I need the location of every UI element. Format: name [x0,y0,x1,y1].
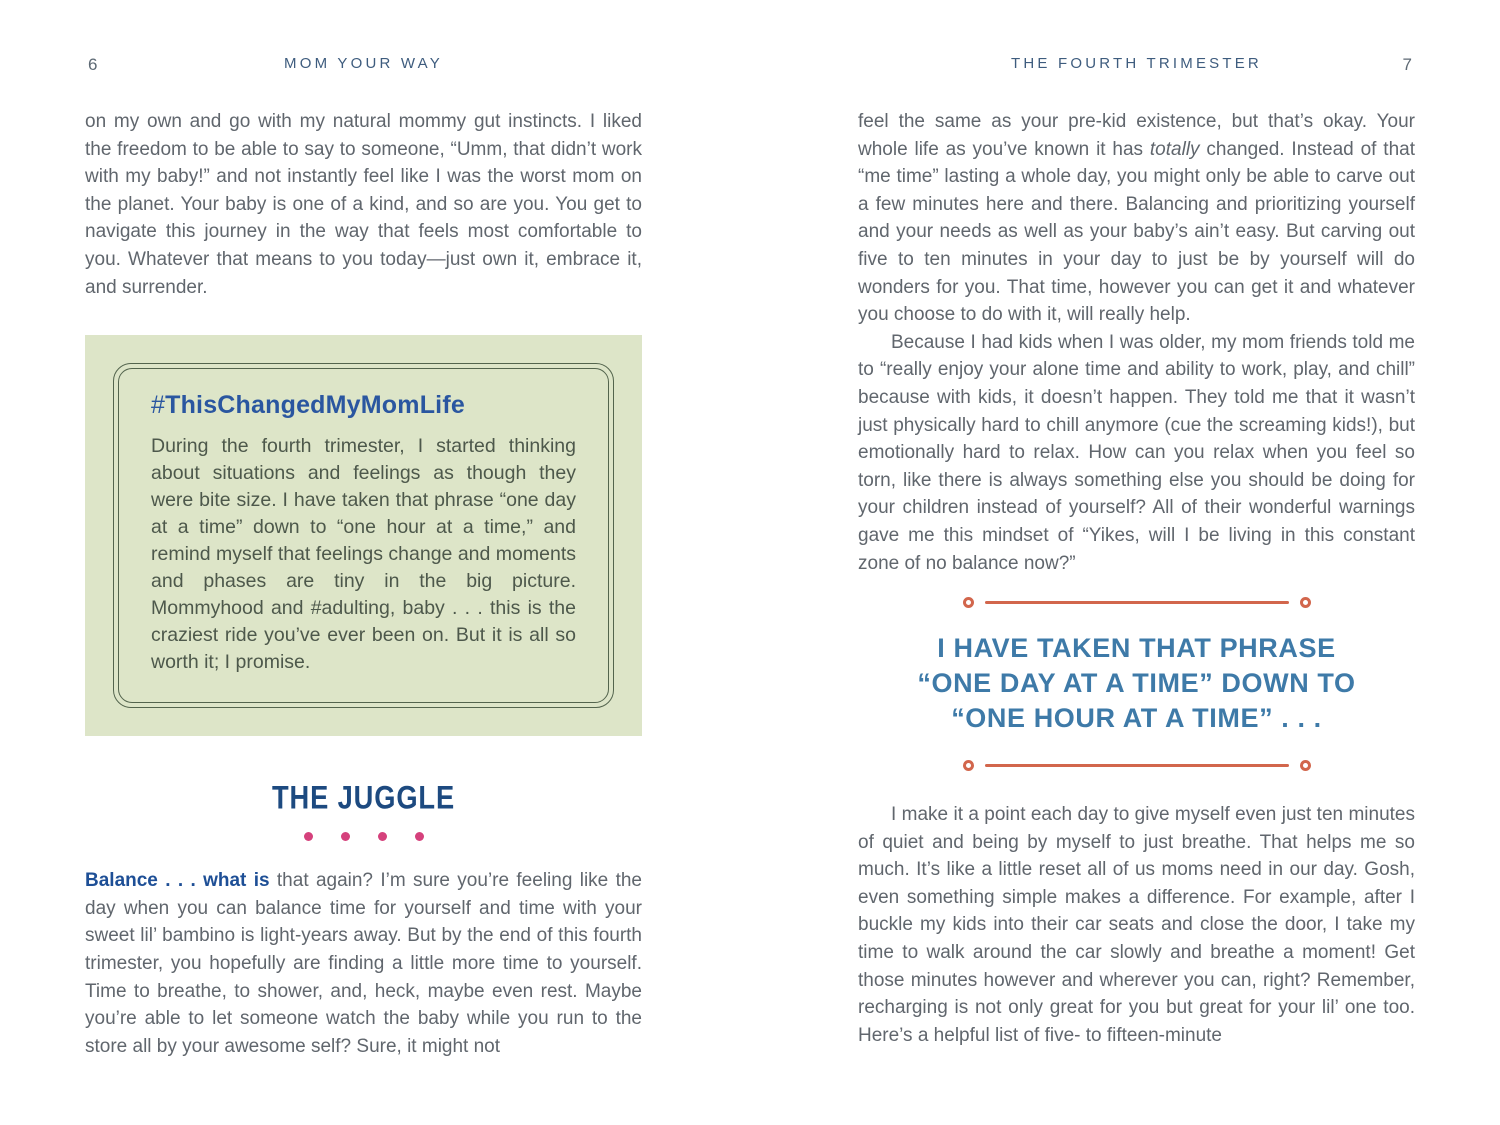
body-paragraph [858,108,1415,329]
pull-quote-line: “ONE DAY AT A TIME” DOWN TO [917,668,1356,699]
callout-inner-frame [118,368,609,703]
divider-ring-icon [1300,760,1311,771]
italic-word: totally [1149,138,1200,160]
page-header-left [85,55,642,75]
paragraph-text: that again? I’m sure you’re feeling like the day when you can balance time for yourself and time with your sweet lil’ bambino is light-years away. But by the end of this fourth trimester, you hopefully are finding a little more time to yourself. Time to breathe, to shower, and, heck, maybe even rest. Maybe you’re able to let someone watch the baby while you run to the store all by your awesome self? Sure, it might not [85,870,642,1057]
body-paragraph [85,867,642,1060]
pullquote-divider-bottom [963,760,1311,771]
section-divider-dots [85,832,642,841]
section-heading: THE JUGGLE [271,779,456,816]
callout-box [85,335,642,736]
divider-line [985,764,1289,767]
pullquote-divider-top [963,597,1311,608]
body-paragraph: I make it a point each day to give myself even just ten minutes of quiet and being by myself to just breathe. That helps me so much. It’s like a little reset all of us moms need in our day. Gosh, even something simple makes a difference. For example, after I buckle my kids into their car seats and close the door, I take my time to walk around the car slowly and breathe a moment! Get those minutes however and wherever you can, right? Remember, recharging is not only great for you but great for your lil’ one too. Here’s a helpful list of five- to fifteen-minute [858,804,1415,1046]
page-right [858,55,1415,1049]
pull-quote [858,631,1415,736]
page-number-left: 6 [88,55,98,74]
divider-ring-icon [963,760,974,771]
pull-quote-line: “ONE HOUR AT A TIME” . . . [951,703,1322,734]
paragraph-lead-in: Balance . . . what is [85,870,270,892]
page-header-right [858,55,1415,75]
divider-dot-icon [378,832,387,841]
callout-outer-frame [113,363,614,708]
divider-dot-icon [415,832,424,841]
divider-dot-icon [341,832,350,841]
hashtag-symbol: # [151,391,166,420]
divider-ring-icon [963,597,974,608]
page-left [85,55,642,1060]
page-number-right: 7 [1402,55,1412,74]
running-head-right: THE FOURTH TRIMESTER [1011,55,1262,72]
body-paragraph: on my own and go with my natural mommy gut instincts. I liked the freedom to be able to say to someone, “Umm, that didn’t work with my baby!” and not instantly feel like I was the worst mom on the planet. Your baby is one of a kind, and so are you. You get to navigate this journey in the way that feels most comfortable to you. Whatever that means to you today—just own it, embrace it, and surrender. [85,111,642,298]
divider-dot-icon [304,832,313,841]
body-paragraph: Because I had kids when I was older, my mom friends told me to “really enjoy your alone time and ability to work, play, and chill” because with kids, it doesn’t happen. They told me that it wasn’t just physically hard to chill anymore (cue the screaming kids!), but emotionally hard to relax. How can you relax when you feel so torn, like there is always something else you should be doing for your children instead of yourself? All of their wonderful warnings gave me this mindset of “Yikes, will I be living in this constant zone of no balance now?” [858,331,1415,574]
divider-ring-icon [1300,597,1311,608]
paragraph-text: changed. Instead of that “me time” lasting a whole day, you might only be able to carve out a few minutes here and there. Balancing and prioritizing yourself and your needs as well as your baby’s ain’t easy. But carving out five to ten minutes in your day to just be by yourself will do wonders for you. That time, however you can get it and whatever you choose to do with it, will really help. [858,138,1415,326]
callout-title [151,391,576,420]
pull-quote-line: I HAVE TAKEN THAT PHRASE [937,633,1336,664]
running-head-left: MOM YOUR WAY [284,55,443,72]
paragraph-text: feel the same as your pre-kid existence, but that’s okay. Your whole life as you’ve known it has [858,111,1415,160]
callout-title-text: ThisChangedMyMomLife [165,391,465,420]
divider-line [985,601,1289,604]
callout-body: During the fourth trimester, I started thinking about situations and feelings as though they were bite size. I have taken that phrase “one day at a time” down to “one hour at a time,” and remind myself that feelings change and moments and phases are tiny in the big picture. Mommyhood and #adulting, baby . . . this is the craziest ride you’ve ever been on. But it is all so worth it; I promise. [151,435,576,674]
